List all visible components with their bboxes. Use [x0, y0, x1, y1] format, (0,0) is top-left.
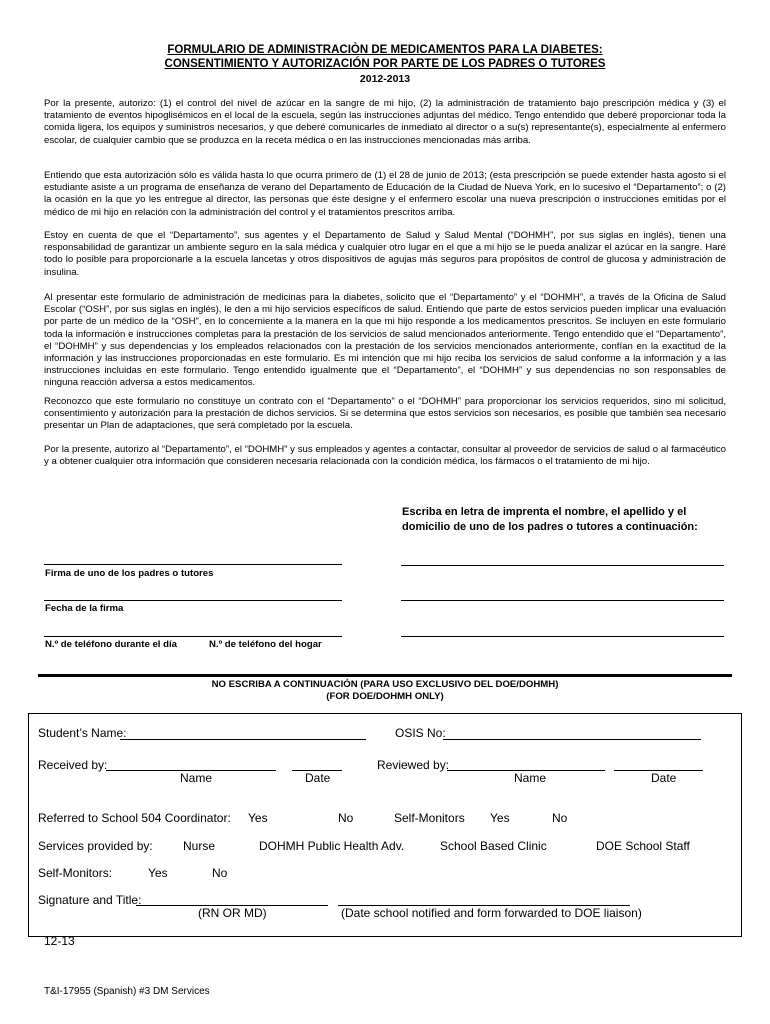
reviewed-date-caption: Date	[651, 771, 677, 785]
signature-title-label: Signature and Title:	[38, 893, 142, 907]
referred-504-label: Referred to School 504 Coordinator:	[38, 811, 231, 825]
referred-no-option[interactable]: No	[338, 811, 354, 825]
service-dohmh-option[interactable]: DOHMH Public Health Adv.	[259, 839, 405, 853]
received-name-caption: Name	[180, 771, 213, 785]
school-year: 2012-2013	[359, 73, 411, 85]
home-phone-label: N.º de teléfono del hogar	[209, 639, 322, 650]
service-nurse-option[interactable]: Nurse	[183, 839, 216, 853]
self-monitors-label-2: Self-Monitors:	[38, 866, 113, 880]
self-monitors-no-option-2[interactable]: No	[212, 866, 228, 880]
day-phone-label: N.º de teléfono durante el día	[45, 639, 177, 650]
paragraph-request: Al presentar este formulario de administración de medicinas para la diabetes, solicito que el “Departamento” y el “DOHMH”, a través de la Oficina de Salud Escolar (“OSH”, por sus siglas en inglés), le den a mi hijo servicios específicos de salud. Entiendo que parte de estos servicios pueden implicar una evaluación por parte de un médico de la “OSH”, en lo concerniente a la manera en la que mi hijo responde a los medicamentos prescritos. Se incluyen en este formulario toda la información e instrucciones completas para la prestación de los servicios de salud mencionados anteriormente. Tengo entendido que el “Departamento”, el “DOHMH” y sus dependencias y los empleados relacionados con la prestación de los servicios mencionados anteriormente, confían en la exactitud de la información y las instrucciones proporcionadas en este formulario. Es mi intención que mi hijo reciba los servicios de salud conforme a la información y a las instrucciones incluidas en este formulario. Tengo entendido igualmente que el “Departamento”, el “DOHMH” y sus dependencias no son responsables de ninguna reacción adversa a estos medicamentos.	[44, 292, 726, 389]
paragraph-validity: Entiendo que esta autorización sólo es válida hasta lo que ocurra primero de (1) el 28 de junio de 2013; (esta prescripción se puede extender hasta agosto si el estudiante asiste a un programa de enseñanza de verano del Departamento de Educación de la Ciudad de Nueva York, en lo sucesivo el “Departamento”; o (2) la ocasión en la que yo les entregue al director, las personas que éste designe y el enfermero escolar una nueva prescripción o instrucciones emitidas por el médico de mi hijo en relación con la administración del control y el tratamientos prescritos arriba.	[44, 170, 726, 218]
self-monitors-label: Self-Monitors	[394, 811, 465, 825]
section-divider	[38, 674, 732, 677]
paragraph-safety: Estoy en cuenta de que el “Departamento”, sus agentes y el Departamento de Salud y Salud Mental (“DOHMH”, por sus siglas en inglés), tienen una responsabilidad de garantizar un ambiente seguro en la sala médica y cualquier otro lugar en el que a mi hijo se le pueda analizar el azúcar en la sangre. Haré todo lo posible para proporcionarle a la escuela lancetas y otros dispositivos de agujas más seguros para propósitos de control de glucosa y administración de insulina.	[44, 230, 726, 278]
parent-name-line-2[interactable]	[401, 600, 724, 601]
self-monitors-yes-option-2[interactable]: Yes	[148, 866, 168, 880]
received-date-caption: Date	[305, 771, 331, 785]
students-name-field[interactable]	[120, 739, 366, 740]
referred-yes-option[interactable]: Yes	[248, 811, 268, 825]
paragraph-acknowledgement: Reconozco que este formulario no constituye un contrato con el “Departamento” o el “DOHMH” para proporcionar los servicios requeridos, sino mi solicitud, consentimiento y autorización para la prestación de dichos servicios. Si se determina que estos servicios son necesarios, es posible que también sea necesario presentar un Plan de adaptaciones, que será completado por la escuela.	[44, 396, 726, 432]
osis-field[interactable]	[443, 739, 701, 740]
parent-name-line-3[interactable]	[401, 636, 724, 637]
self-monitors-no-option[interactable]: No	[552, 811, 568, 825]
service-doe-staff-option[interactable]: DOE School Staff	[596, 839, 690, 853]
form-id: T&I-17955 (Spanish) #3 DM Services	[44, 986, 210, 997]
signature-line[interactable]	[44, 564, 342, 565]
service-clinic-option[interactable]: School Based Clinic	[440, 839, 547, 853]
reviewed-by-label: Reviewed by:	[377, 758, 450, 772]
students-name-label: Student’s Name:	[38, 726, 127, 740]
print-name-instructions: Escriba en letra de imprenta el nombre, el apellido y el domicilio de uno de los padres o tutores a continuación:	[402, 506, 698, 533]
reviewed-name-caption: Name	[514, 771, 547, 785]
form-title-line2: CONSENTIMIENTO Y AUTORIZACIÓN POR PARTE DE LOS PADRES O TUTORES	[164, 58, 606, 70]
office-use-header-es: NO ESCRIBA A CONTINUACIÓN (PARA USO EXCLUSIVO DEL DOE/DOHMH)	[211, 679, 559, 690]
paragraph-contact-authorization: Por la presente, autorizo al “Departamento”, el “DOHMH” y sus empleados y agentes a contactar, consultar al proveedor de servicios de salud o al farmacéutico y a obtener cualquier otra información que consideren necesaria relacionada con la condición médica, los fármacos o el tratamiento de mi hijo.	[44, 444, 726, 468]
services-provided-label: Services provided by:	[38, 839, 153, 853]
office-use-header-en: (FOR DOE/DOHMH ONLY)	[326, 691, 444, 702]
phone-line[interactable]	[44, 636, 342, 637]
signature-date-label: Fecha de la firma	[45, 603, 124, 614]
rn-or-md-caption: (RN OR MD)	[198, 906, 267, 920]
received-by-label: Received by:	[38, 758, 108, 772]
form-title-line1: FORMULARIO DE ADMINISTRACIÒN DE MEDICAMENTOS PARA LA DIABETES:	[167, 44, 603, 56]
osis-label: OSIS No:	[395, 726, 446, 740]
paragraph-authorization: Por la presente, autorizo: (1) el control del nivel de azúcar en la sangre de mi hijo, (2) la administración de tratamiento bajo prescripción médica y (3) el tratamiento de eventos hipoglisémicos en el local de la escuela, según las instrucciones adjuntas del médico. Tengo entendido que deberé proporcionar toda la comida ligera, los equipos y suministros necesarios, y que deberé comunicarles de inmediato al director o a su(s) representante(s), especialmente al enfermero escolar, de cualquier cambio que se produzca en la receta médica o en las instrucciones mencionadas más arriba.	[44, 98, 726, 146]
self-monitors-yes-option[interactable]: Yes	[490, 811, 510, 825]
revision-code: 12-13	[44, 934, 75, 948]
signature-label: Firma de uno de los padres o tutores	[45, 568, 214, 579]
date-notified-caption: (Date school notified and form forwarded to DOE liaison)	[341, 906, 642, 920]
signature-date-line[interactable]	[44, 600, 342, 601]
parent-name-line-1[interactable]	[401, 565, 724, 566]
